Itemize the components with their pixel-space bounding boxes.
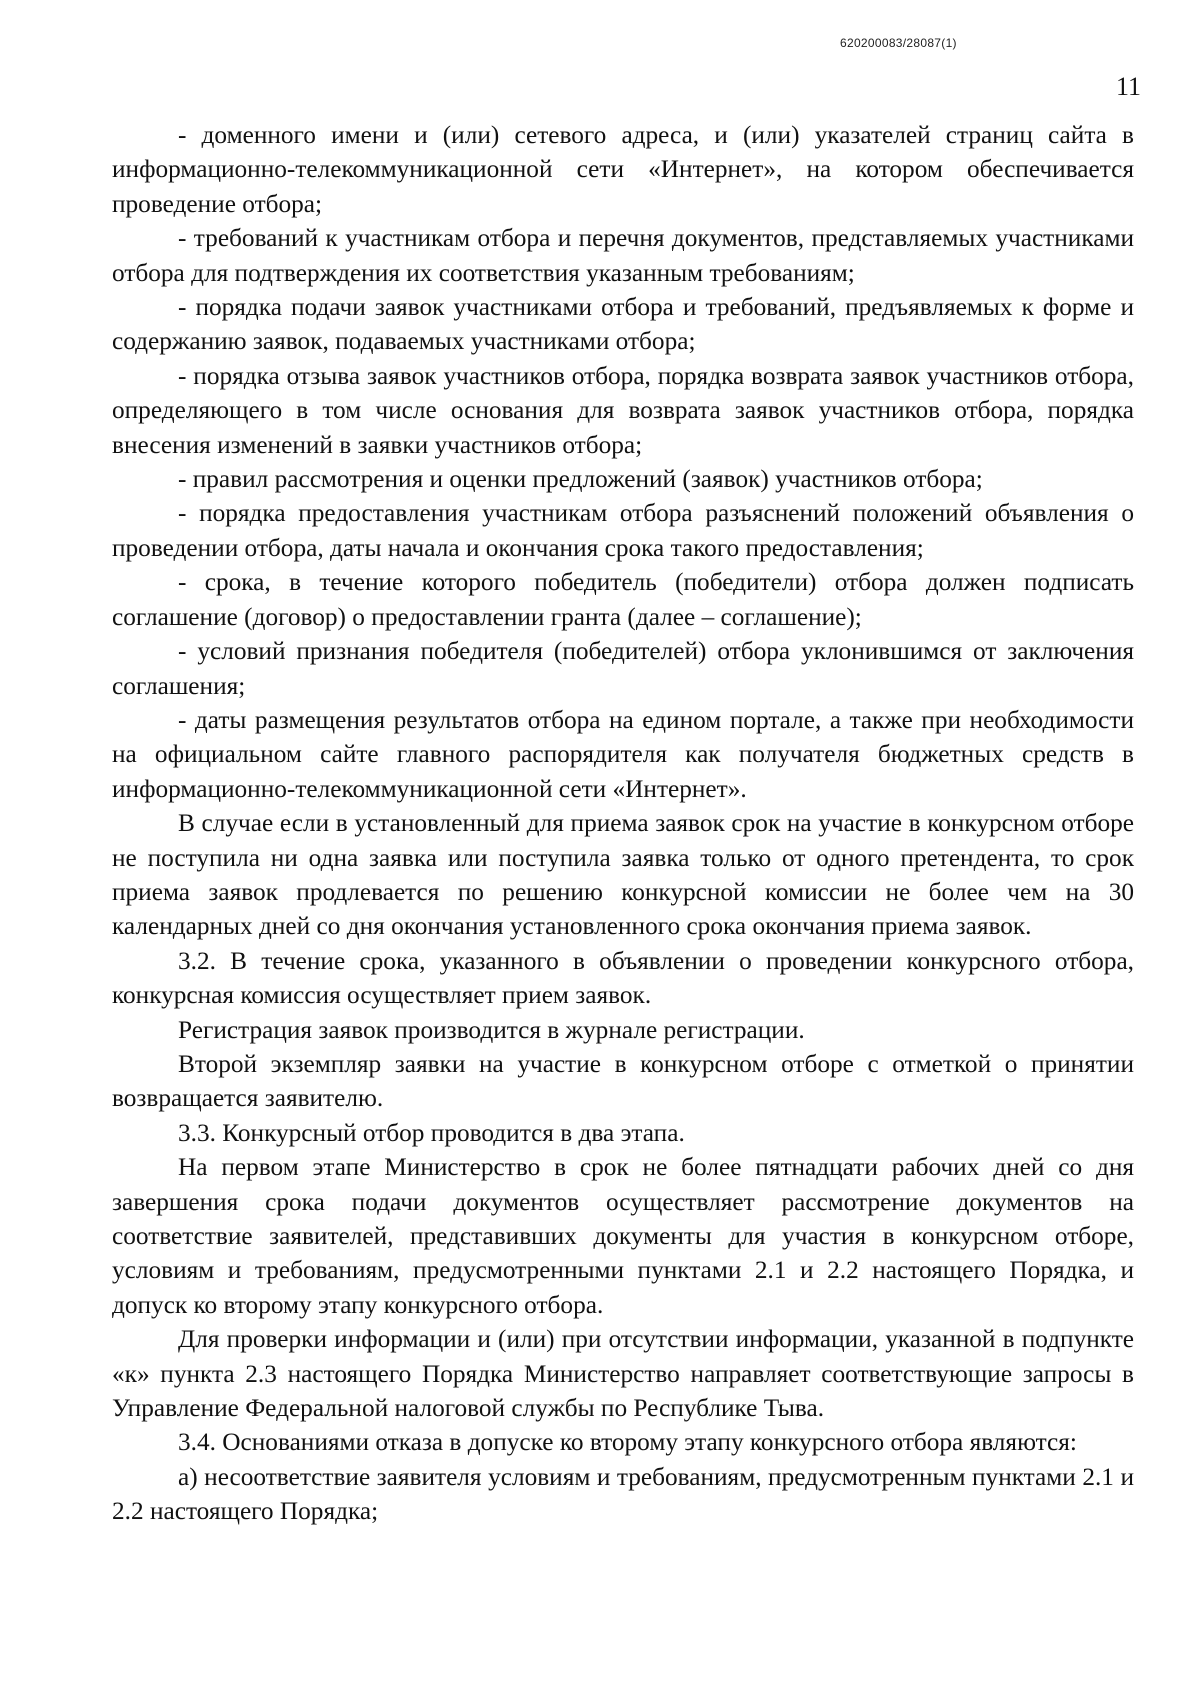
paragraph-first-stage: На первом этапе Министерство в срок не более пятнадцати рабочих дней со дня завершения срока подачи документов осуществляет рассмотрение документов на соответствие заявителей, представивших документы для участия в конкурсном отборе, условиям и требованиям, предусмотренными пунктами 2.1 и 2.2 настоящего Порядка, и допуск ко второму этапу конкурсного отбора.	[112, 1153, 1134, 1319]
paragraph-agreement-deadline: - срока, в течение которого победитель (победители) отбора должен подписать соглашение (договор) о предоставлении гранта (далее – соглашение);	[112, 568, 1134, 631]
paragraph-participant-requirements: - требований к участникам отбора и перечня документов, представляемых участниками отбора для подтверждения их соответствия указанным требованиям;	[112, 224, 1134, 287]
paragraph-evasion-conditions: - условий признания победителя (победителей) отбора уклонившимся от заключения соглашения;	[112, 637, 1134, 700]
paragraph-results-publication: - даты размещения результатов отбора на едином портале, а также при необходимости на официальном сайте главного распорядителя как получателя бюджетных средств в информационно-телекоммуникационной сети «Интернет».	[112, 705, 1134, 803]
paragraph-second-copy: Второй экземпляр заявки на участие в конкурсном отборе с отметкой о принятии возвращается заявителю.	[112, 1049, 1134, 1113]
page-number: 11	[1116, 72, 1142, 101]
paragraph-application-withdrawal: - порядка отзыва заявок участников отбора, порядка возврата заявок участников отбора, определяющего в том числе основания для возврата заявок участников отбора, порядка внесения изменений в заявки участников отбора;	[112, 361, 1134, 459]
paragraph-section-3-3: 3.3. Конкурсный отбор проводится в два этапа.	[178, 1118, 685, 1147]
document-registration-code: 620200083/28087(1)	[840, 36, 957, 50]
document-body	[112, 118, 1134, 1529]
paragraph-review-rules: - правил рассмотрения и оценки предложений (заявок) участников отбора;	[178, 465, 983, 494]
paragraph-item-a: а) несоответствие заявителя условиям и требованиям, предусмотренным пунктами 2.1 и 2.2 настоящего Порядка;	[112, 1462, 1134, 1526]
paragraph-application-procedure: - порядка подачи заявок участниками отбора и требований, предъявляемых к форме и содержанию заявок, подаваемых участниками отбора;	[112, 293, 1134, 356]
paragraph-section-3-2: 3.2. В течение срока, указанного в объявлении о проведении конкурсного отбора, конкурсная комиссия осуществляет прием заявок.	[112, 946, 1134, 1010]
paragraph-section-3-4: 3.4. Основаниями отказа в допуске ко второму этапу конкурсного отбора являются:	[178, 1428, 1077, 1457]
paragraph-information-check: Для проверки информации и (или) при отсутствии информации, указанной в подпункте «к» пункта 2.3 настоящего Порядка Министерство направляет соответствующие запросы в Управление Федеральной налоговой службы по Республике Тыва.	[112, 1325, 1134, 1423]
paragraph-deadline-extension: В случае если в установленный для приема заявок срок на участие в конкурсном отборе не поступила ни одна заявка или поступила заявка только от одного претендента, то срок приема заявок продлевается по решению конкурсной комиссии не более чем на 30 календарных дней со дня окончания установленного срока окончания приема заявок.	[112, 809, 1134, 941]
paragraph-domain-name: - доменного имени и (или) сетевого адреса, и (или) указателей страниц сайта в информационно-телекоммуникационной сети «Интернет», на котором обеспечивается проведение отбора;	[112, 121, 1134, 218]
paragraph-clarifications: - порядка предоставления участникам отбора разъяснений положений объявления о проведении отбора, даты начала и окончания срока такого предоставления;	[112, 499, 1134, 562]
paragraph-registration-journal: Регистрация заявок производится в журнале регистрации.	[178, 1015, 805, 1044]
